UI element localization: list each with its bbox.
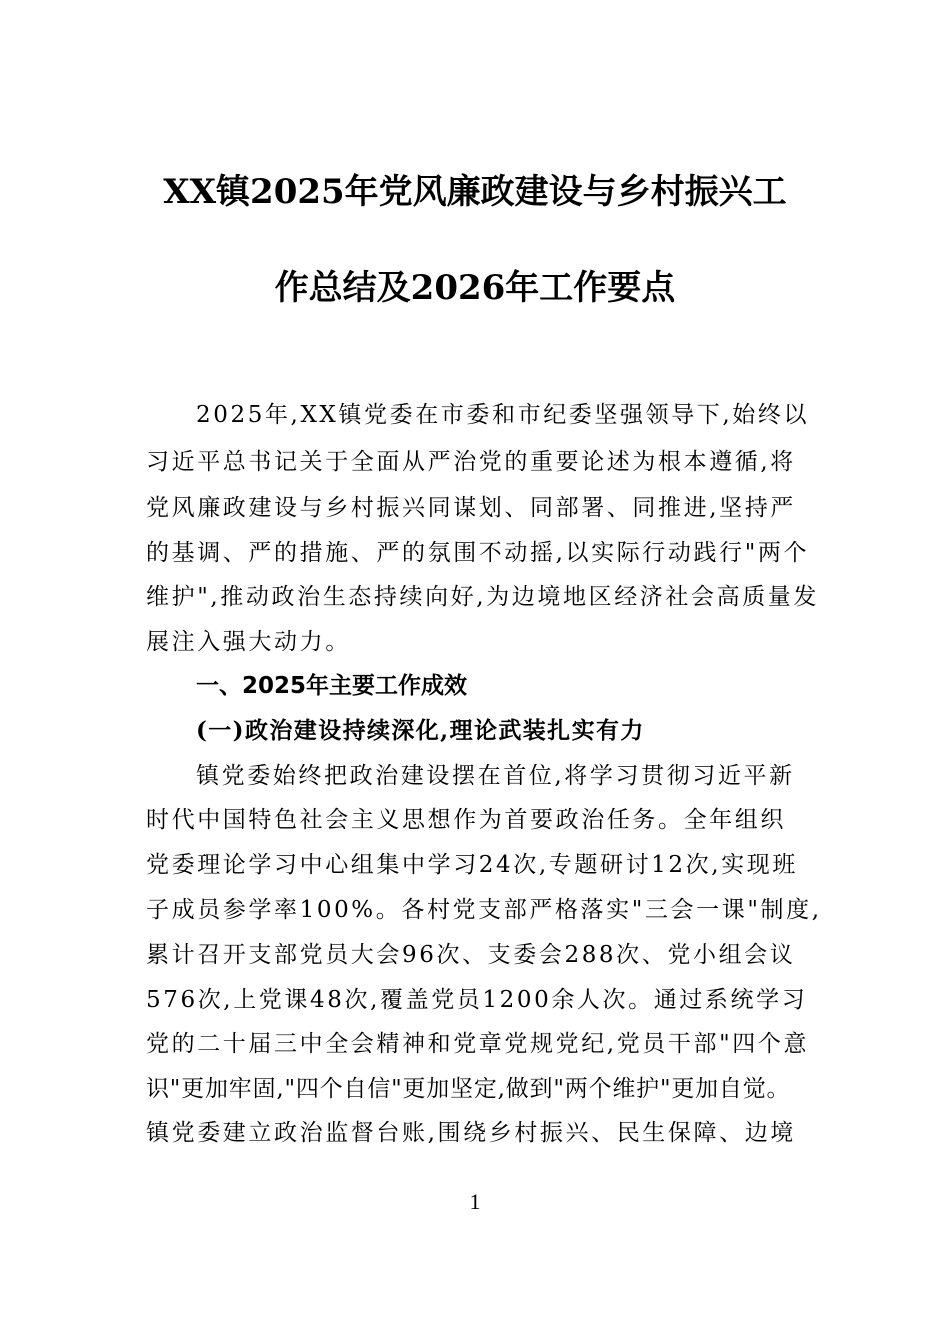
body-line-6: 576次,上党课48次,覆盖党员1200余人次。通过系统学习	[146, 987, 808, 1013]
body-line-1: 镇党委始终把政治建设摆在首位,将学习贯彻习近平新	[196, 763, 795, 789]
intro-line-5: 维护",推动政治生态持续向好,为边境地区经济社会高质量发	[146, 584, 820, 610]
body-line-9: 镇党委建立政治监督台账,围绕乡村振兴、民生保障、边境	[146, 1120, 796, 1146]
subsection-heading-1: (一)政治建设持续深化,理论武装扎实有力	[196, 717, 645, 744]
body-line-7: 党的二十届三中全会精神和党章党规党纪,党员干部"四个意	[146, 1031, 810, 1057]
body-line-2: 时代中国特色社会主义思想作为首要政治任务。全年组织	[146, 807, 786, 833]
body-line-4: 子成员参学率100%。各村党支部严格落实"三会一课"制度,	[146, 897, 822, 923]
page-number: 1	[469, 1189, 481, 1214]
section-heading-1: 一、2025年主要工作成效	[196, 673, 468, 699]
intro-line-2: 习近平总书记关于全面从严治党的重要论述为根本遵循,将	[146, 449, 796, 475]
intro-line-3: 党风廉政建设与乡村振兴同谋划、同部署、同推进,坚持严	[146, 495, 796, 521]
intro-line-1: 2025年,XX镇党委在市委和市纪委坚强领导下,始终以	[196, 402, 810, 428]
body-line-8: 识"更加牢固,"四个自信"更加坚定,做到"两个维护"更加自觉。	[146, 1076, 791, 1102]
document-title-line-1: XX镇2025年党风廉政建设与乡村振兴工	[163, 172, 787, 212]
intro-line-6: 展注入强大动力。	[146, 629, 351, 655]
body-line-3: 党委理论学习中心组集中学习24次,专题研讨12次,实现班	[146, 852, 798, 878]
body-line-5: 累计召开支部党员大会96次、支委会288次、党小组会议	[146, 942, 796, 968]
intro-line-4: 的基调、严的措施、严的氛围不动摇,以实际行动践行"两个	[146, 540, 810, 566]
document-title-line-2: 作总结及2026年工作要点	[274, 268, 676, 308]
